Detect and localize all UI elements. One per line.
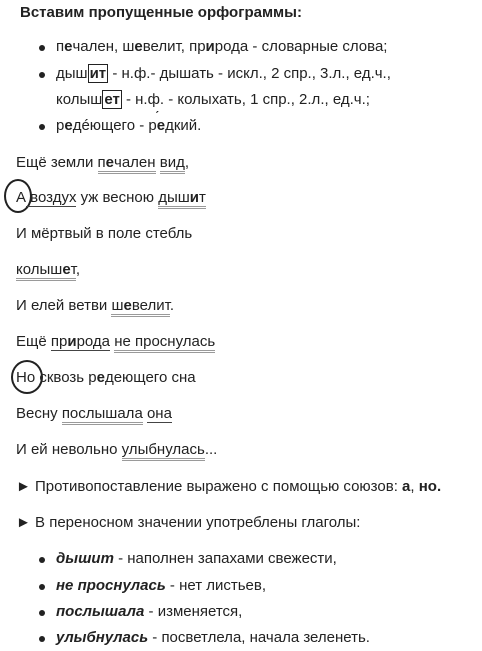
word-part: п — [56, 38, 65, 55]
arrow-icon: ► — [16, 478, 31, 495]
poem-line: И мёртвый в поле стебль — [16, 225, 193, 242]
letter-highlight: е — [64, 117, 73, 134]
poem-line — [16, 189, 206, 207]
text: ш — [111, 297, 124, 314]
term: послышала — [56, 603, 145, 620]
bullet-dot — [39, 636, 45, 642]
text: уж весною — [76, 189, 159, 206]
list-item — [56, 629, 370, 647]
text: воздух — [26, 189, 77, 206]
text: вид — [160, 154, 185, 174]
text: а — [402, 478, 411, 495]
term: не проснулась — [56, 577, 166, 594]
text: дыш — [158, 189, 190, 206]
text: велит — [131, 297, 170, 314]
list-item-redeyushchego — [56, 117, 201, 135]
text: она — [146, 405, 172, 422]
item-text: - р — [135, 117, 157, 134]
text: п — [97, 154, 106, 171]
letter-highlight: е — [105, 154, 114, 171]
text: Ещё — [16, 333, 51, 350]
word-part: дкий. — [165, 117, 202, 134]
word-part: пр — [189, 38, 206, 55]
item-text: - словарные слова; — [248, 38, 388, 55]
word-part: велит — [142, 38, 181, 55]
text: Ещё земли — [16, 154, 98, 171]
ending-box: ет — [104, 91, 120, 108]
letter-highlight: е ́ — [157, 117, 165, 134]
letter-highlight: е — [134, 38, 143, 55]
letter-highlight: е — [123, 297, 132, 314]
text: . — [169, 297, 175, 314]
letter-highlight: и — [189, 189, 200, 206]
letter-highlight: е — [62, 261, 71, 278]
bullet-dot — [39, 610, 45, 616]
poem-line — [16, 297, 174, 315]
word-part: р — [56, 117, 65, 134]
item-text: - н.ф.- дышать - искл., 2 спр., 3.л., ед.ч., — [108, 65, 391, 82]
bullet-dot — [39, 45, 45, 51]
text: не проснулась — [114, 333, 215, 353]
list-item-vocab — [56, 38, 387, 56]
bullet-dot — [39, 584, 45, 590]
text: ... — [204, 441, 218, 458]
separator: , — [180, 38, 190, 55]
list-item — [56, 603, 242, 621]
page-title: Вставим пропущенные орфограммы: — [20, 4, 302, 21]
text: , — [184, 154, 189, 171]
text: И елей ветви — [16, 297, 112, 314]
text: улыбнулась — [122, 441, 205, 461]
text: послышала — [62, 405, 143, 425]
term: дышит — [56, 550, 114, 567]
term: улыбнулась — [56, 629, 149, 646]
text: сквозь р — [35, 369, 97, 386]
list-item-dyshit — [56, 65, 391, 83]
text: - нет листьев, — [165, 577, 267, 594]
text: но. — [418, 478, 442, 495]
word-part: дыш — [56, 65, 88, 82]
text: , — [410, 478, 419, 495]
letter-highlight: и — [205, 38, 215, 55]
word-part: чален — [72, 38, 115, 55]
text: пр — [50, 333, 68, 350]
text: - изменяется, — [144, 603, 243, 620]
letter-highlight: е — [96, 369, 105, 386]
text: - наполнен запахами свежести, — [113, 550, 337, 567]
bullet-dot — [39, 72, 45, 78]
poem-line — [16, 441, 217, 459]
note-line — [16, 514, 360, 532]
text: колыш — [16, 261, 63, 278]
text: И ей невольно — [16, 441, 122, 458]
text: Но — [16, 369, 36, 386]
text: В переносном значении употреблены глаголы: — [30, 514, 361, 531]
list-item-kolyshet — [56, 91, 370, 109]
poem-line — [16, 261, 80, 279]
letter-highlight: е — [64, 38, 73, 55]
poem-line — [16, 154, 189, 172]
list-item — [56, 577, 266, 595]
bullet-dot — [39, 557, 45, 563]
text: т — [70, 261, 76, 278]
text: - посветлела, начала зеленеть. — [148, 629, 370, 646]
text: деющего сна — [104, 369, 196, 386]
poem-line — [16, 333, 215, 351]
word-part: дéющего — [72, 117, 136, 134]
bullet-dot — [39, 124, 45, 130]
arrow-icon: ► — [16, 514, 31, 531]
text: А — [16, 189, 27, 206]
item-text: - н.ф. - колыхать, 1 спр., 2.л., ед.ч.; — [121, 91, 370, 108]
text: чален — [114, 154, 156, 171]
word-part: ш — [122, 38, 135, 55]
poem-line — [16, 369, 196, 387]
ending-box: ит — [89, 65, 107, 82]
list-item — [56, 550, 337, 568]
separator: , — [114, 38, 123, 55]
letter-highlight: и — [67, 333, 77, 350]
text: Весну — [16, 405, 62, 422]
poem-line — [16, 405, 172, 423]
word-part: колыш — [56, 91, 103, 108]
text: рода — [76, 333, 111, 350]
text: Противопоставление выражено с помощью союзов: — [30, 478, 403, 495]
text: т — [199, 189, 206, 206]
word-part: рода — [214, 38, 249, 55]
text: , — [75, 261, 81, 278]
note-line — [16, 478, 441, 496]
